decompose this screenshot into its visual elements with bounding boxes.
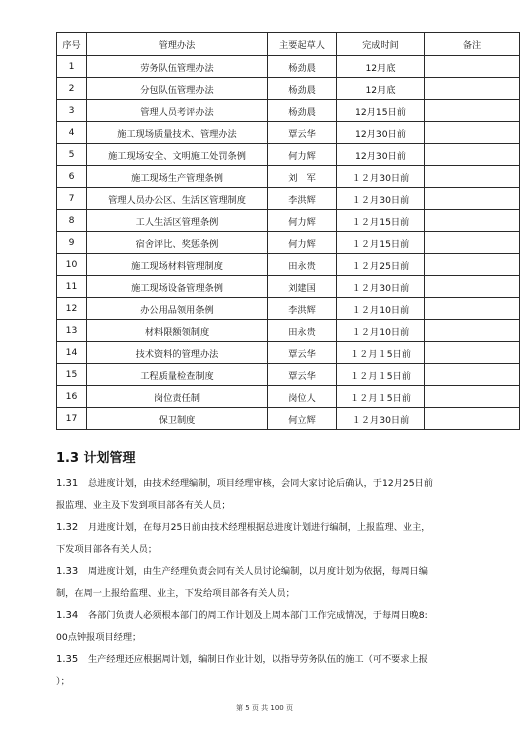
paragraph-text: 生产经理还应根据周计划，编制日作业计划，以指导劳务队伍的施工（可不要求上报 xyxy=(88,654,428,665)
table-header xyxy=(57,33,520,56)
paragraph-text: 月进度计划，在每月25日前由技术经理根据总进度计划进行编制，上报监理、业主， xyxy=(88,522,431,533)
paragraph xyxy=(56,517,496,561)
table-cell: 16 xyxy=(57,386,87,408)
table-cell: 12月15日前 xyxy=(337,100,425,122)
table-cell: 劳务队伍管理办法 xyxy=(87,56,268,78)
page-footer: 第 5 页 共 100 页 xyxy=(236,704,293,712)
table-cell xyxy=(425,342,520,364)
table-cell: 施工现场生产管理条例 xyxy=(87,166,268,188)
table-cell: １２月25日前 xyxy=(337,254,425,276)
paragraph-continuation: ）； xyxy=(56,676,70,687)
table-cell: 12 xyxy=(57,298,87,320)
paragraph-text: 总进度计划，由技术经理编制，项目经理审核，会同大家讨论后确认，于12月25日前 xyxy=(88,478,433,489)
table-cell: 办公用品领用条例 xyxy=(87,298,268,320)
table-cell: 刘建国 xyxy=(268,276,337,298)
paragraph-number: 1.35 xyxy=(56,654,79,665)
paragraph xyxy=(56,561,496,605)
table-cell xyxy=(425,188,520,210)
table-cell: 分包队伍管理办法 xyxy=(87,78,268,100)
table-cell: 刘 军 xyxy=(268,166,337,188)
table-cell: 何力辉 xyxy=(268,210,337,232)
table-cell: 7 xyxy=(57,188,87,210)
table-row xyxy=(57,320,520,342)
table-cell: １２月15日前 xyxy=(337,210,425,232)
table-row xyxy=(57,100,520,122)
table-cell: 12月30日前 xyxy=(337,122,425,144)
table-cell xyxy=(425,386,520,408)
table-cell: 8 xyxy=(57,210,87,232)
header-cell: 序号 xyxy=(57,33,87,56)
table-cell: 17 xyxy=(57,408,87,430)
header-cell: 管理办法 xyxy=(87,33,268,56)
paragraph-continuation: 00点钟报项目经理； xyxy=(56,632,142,643)
table-cell: 李洪辉 xyxy=(268,298,337,320)
table-row xyxy=(57,144,520,166)
paragraph-text: 各部门负责人必须根本部门的周工作计划及上周本部门工作完成情况，于每周日晚8: xyxy=(88,610,428,621)
table-cell: 11 xyxy=(57,276,87,298)
table-cell: 杨劲晨 xyxy=(268,100,337,122)
table-cell xyxy=(425,364,520,386)
table-cell: 施工现场材料管理制度 xyxy=(87,254,268,276)
table-cell: 杨劲晨 xyxy=(268,78,337,100)
paragraph xyxy=(56,605,496,649)
table-row xyxy=(57,342,520,364)
table-cell: 材料限额领制度 xyxy=(87,320,268,342)
table-cell: 工程质量检查制度 xyxy=(87,364,268,386)
table-row xyxy=(57,166,520,188)
table-row xyxy=(57,232,520,254)
table-cell: 工人生活区管理条例 xyxy=(87,210,268,232)
header-cell: 备注 xyxy=(425,33,520,56)
table-cell xyxy=(425,56,520,78)
table-cell xyxy=(425,78,520,100)
table-cell: 管理人员考评办法 xyxy=(87,100,268,122)
header-cell: 完成时间 xyxy=(337,33,425,56)
table-cell: 田永贵 xyxy=(268,254,337,276)
table-cell: 5 xyxy=(57,144,87,166)
table-cell: 技术资料的管理办法 xyxy=(87,342,268,364)
paragraph-number: 1.31 xyxy=(56,478,79,489)
table-cell: 12月底 xyxy=(337,78,425,100)
table-cell xyxy=(425,210,520,232)
table-cell: 保卫制度 xyxy=(87,408,268,430)
table-cell: １２月１5日前 xyxy=(337,364,425,386)
table-cell xyxy=(425,100,520,122)
table-cell: １２月10日前 xyxy=(337,320,425,342)
table-cell: 管理人员办公区、生活区管理制度 xyxy=(87,188,268,210)
table-cell: 2 xyxy=(57,78,87,100)
table-cell: 杨劲晨 xyxy=(268,56,337,78)
table-cell: 覃云华 xyxy=(268,342,337,364)
table-row xyxy=(57,276,520,298)
paragraph-number: 1.33 xyxy=(56,566,79,577)
table-cell: 施工现场质量技术、管理办法 xyxy=(87,122,268,144)
section-title: 1.3 计划管理 xyxy=(56,451,136,466)
table-cell: １２月１5日前 xyxy=(337,386,425,408)
table-cell: 李洪辉 xyxy=(268,188,337,210)
table-cell xyxy=(425,408,520,430)
paragraph xyxy=(56,473,496,517)
table-cell xyxy=(425,122,520,144)
table-row xyxy=(57,210,520,232)
table-cell: 施工现场设备管理条例 xyxy=(87,276,268,298)
table-cell xyxy=(425,320,520,342)
table-cell xyxy=(425,232,520,254)
table-row xyxy=(57,364,520,386)
table-cell: 何立辉 xyxy=(268,408,337,430)
table-cell: １２月30日前 xyxy=(337,276,425,298)
management-table xyxy=(56,32,520,430)
paragraph-text: 周进度计划，由生产经理负责会同有关人员讨论编制，以月度计划为依据，每周日编 xyxy=(88,566,428,577)
table-cell: 12月底 xyxy=(337,56,425,78)
table-cell xyxy=(425,276,520,298)
table-row xyxy=(57,254,520,276)
table-row xyxy=(57,386,520,408)
table-row xyxy=(57,188,520,210)
table-cell: 4 xyxy=(57,122,87,144)
table-cell: 何力辉 xyxy=(268,144,337,166)
table-cell: １２月30日前 xyxy=(337,408,425,430)
table-row xyxy=(57,298,520,320)
table-cell: １２月10日前 xyxy=(337,298,425,320)
table-cell: 施工现场安全、文明施工处罚条例 xyxy=(87,144,268,166)
paragraph-continuation: 报监理、业主及下发到项目部各有关人员； xyxy=(56,500,231,511)
paragraph-number: 1.32 xyxy=(56,522,79,533)
table-cell: 岗位责任制 xyxy=(87,386,268,408)
paragraph-continuation: 制，在周一上报给监理、业主，下发给项目部各有关人员； xyxy=(56,588,295,599)
table-cell: 14 xyxy=(57,342,87,364)
paragraph-number: 1.34 xyxy=(56,610,79,621)
paragraph-continuation: 下发项目部各有关人员； xyxy=(56,544,158,555)
table-cell: 15 xyxy=(57,364,87,386)
table-cell xyxy=(425,144,520,166)
table-cell: 岗位人 xyxy=(268,386,337,408)
table-cell: 6 xyxy=(57,166,87,188)
header-row xyxy=(57,33,520,56)
table-cell xyxy=(425,166,520,188)
table-row xyxy=(57,122,520,144)
table-cell: １２月30日前 xyxy=(337,166,425,188)
table-cell: 覃云华 xyxy=(268,122,337,144)
table-cell: １２月30日前 xyxy=(337,188,425,210)
table-cell: １２月１5日前 xyxy=(337,342,425,364)
table-cell xyxy=(425,298,520,320)
table-cell: 10 xyxy=(57,254,87,276)
paragraph xyxy=(56,649,496,693)
table-cell: 何力辉 xyxy=(268,232,337,254)
table-row xyxy=(57,408,520,430)
table-cell: 覃云华 xyxy=(268,364,337,386)
table-body xyxy=(57,56,520,430)
table-cell: 13 xyxy=(57,320,87,342)
header-cell: 主要起草人 xyxy=(268,33,337,56)
table-cell: 田永贵 xyxy=(268,320,337,342)
table-cell: 3 xyxy=(57,100,87,122)
table-cell: 宿舍评比、奖惩条例 xyxy=(87,232,268,254)
table-cell xyxy=(425,254,520,276)
table-cell: 1 xyxy=(57,56,87,78)
table-row xyxy=(57,56,520,78)
table-row xyxy=(57,78,520,100)
table-cell: 9 xyxy=(57,232,87,254)
table-cell: 12月30日前 xyxy=(337,144,425,166)
table-cell: １２月15日前 xyxy=(337,232,425,254)
